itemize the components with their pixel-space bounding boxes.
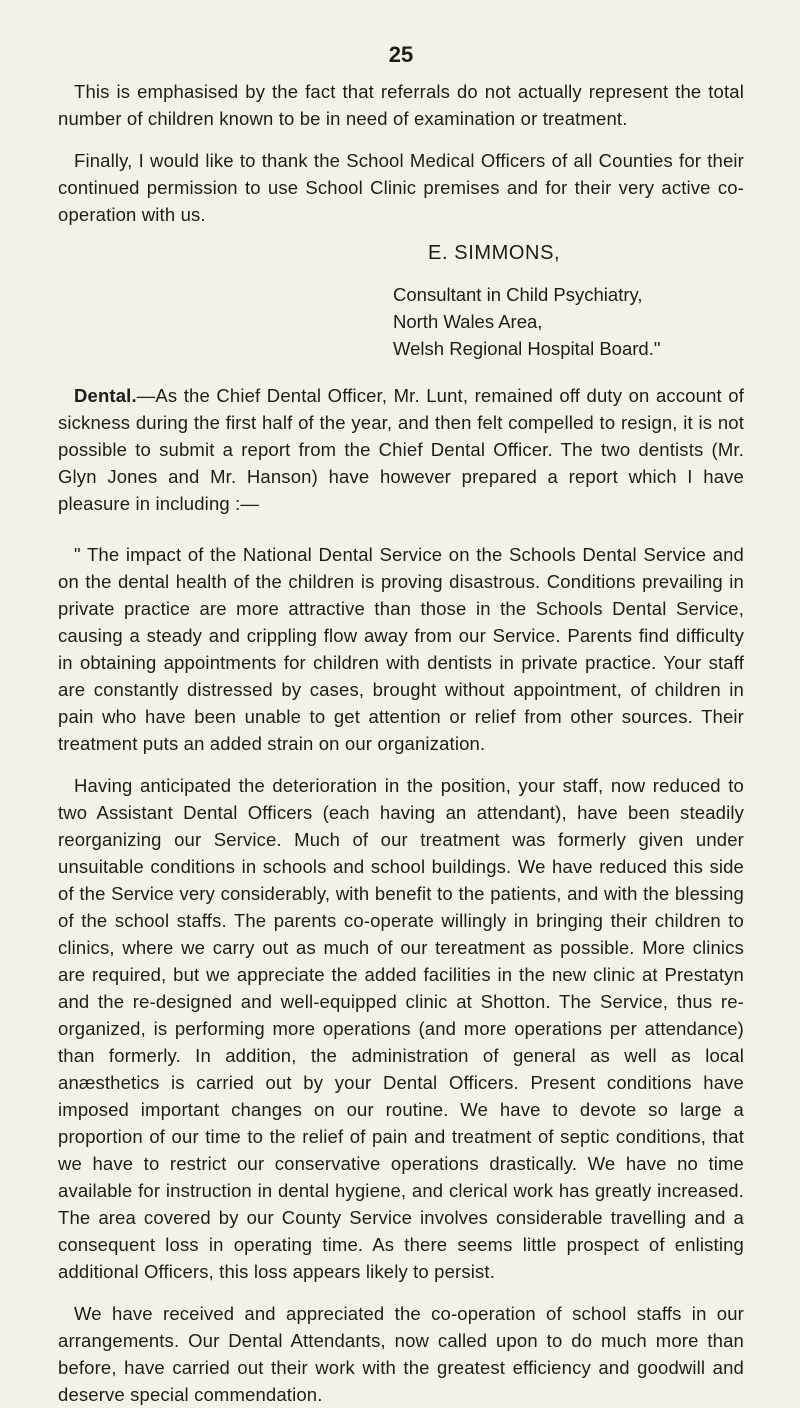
- signature-name: E. SIMMONS,: [428, 242, 561, 264]
- signature-title-line-3: Welsh Regional Hospital Board.": [393, 338, 661, 359]
- page-number: 25: [388, 42, 414, 67]
- paragraph-dental-intro: [58, 382, 744, 517]
- section-heading-dental: Dental.: [74, 385, 137, 406]
- signature-title-line-1: Consultant in Child Psychiatry,: [393, 284, 643, 305]
- paragraph-dental-report-3: We have received and appreciated the co-operation of school staffs in our arrangements. Our Dental Attendants, now called upon to do much more than before, have carried out their work with the greatest efficiency and goodwill and deserve special commendation.: [58, 1303, 744, 1405]
- paragraph-dental-report-2: Having anticipated the deterioration in the position, your staff, now reduced to two Assistant Dental Officers (each having an attendant), have been steadily reorganizing our Service. Much of our treatment was formerly given under unsuitable conditions in schools and school buildings. We have reduced this side of the Service very considerably, with benefit to the patients, and with the blessing of the school staffs. The parents co-operate willingly in bringing their children to clinics, where we carry out as much of our tereatment as possible. More clinics are required, but we appreciate the added facilities in the new clinic at Prestatyn and the re-designed and well-equipped clinic at Shotton. The Service, thus re-organized, is performing more operations (and more operations per attendance) than formerly. In addition, the administration of general as well as local anæsthetics is carried out by your Dental Officers. Present conditions have imposed important changes on our routine. We have to devote so large a proportion of our time to the relief of pain and treatment of septic conditions, that we have to restrict our conservative operations drastically. We have no time available for instruction in dental hygiene, and clerical work has greatly increased. The area covered by our County Service involves considerable travelling and a consequent loss in operating time. As there seems little prospect of enlisting additional Officers, this loss appears likely to persist.: [58, 775, 744, 1282]
- paragraph-dental-report-1: " The impact of the National Dental Service on the Schools Dental Service and on the dental health of the children is proving disastrous. Conditions prevailing in private practice are more attractive than those in the Schools Dental Service, causing a steady and crippling flow away from our Service. Parents find difficulty in obtaining appointments for children with dentists in private practice. Your staff are constantly distressed by cases, brought without appointment, of children in pain who have been unable to get attention or relief from other sources. Their treatment puts an added strain on our organization.: [58, 544, 744, 754]
- dental-intro-text: —As the Chief Dental Officer, Mr. Lunt, remained off duty on account of sickness during the first half of the year, and then felt compelled to resign, it is not possible to submit a report from the Chief Dental Officer. The two dentists (Mr. Glyn Jones and Mr. Hanson) have however prepared a report which I have pleasure in including :—: [58, 385, 744, 514]
- signature-block: [393, 240, 744, 362]
- paragraph-thanks: Finally, I would like to thank the School Medical Officers of all Counties for their continued permission to use School Clinic premises and for their very active co-operation with us.: [58, 150, 744, 225]
- signature-title-line-2: North Wales Area,: [393, 311, 543, 332]
- paragraph-referrals: This is emphasised by the fact that referrals do not actually represent the total number of children known to be in need of examination or treatment.: [58, 81, 744, 129]
